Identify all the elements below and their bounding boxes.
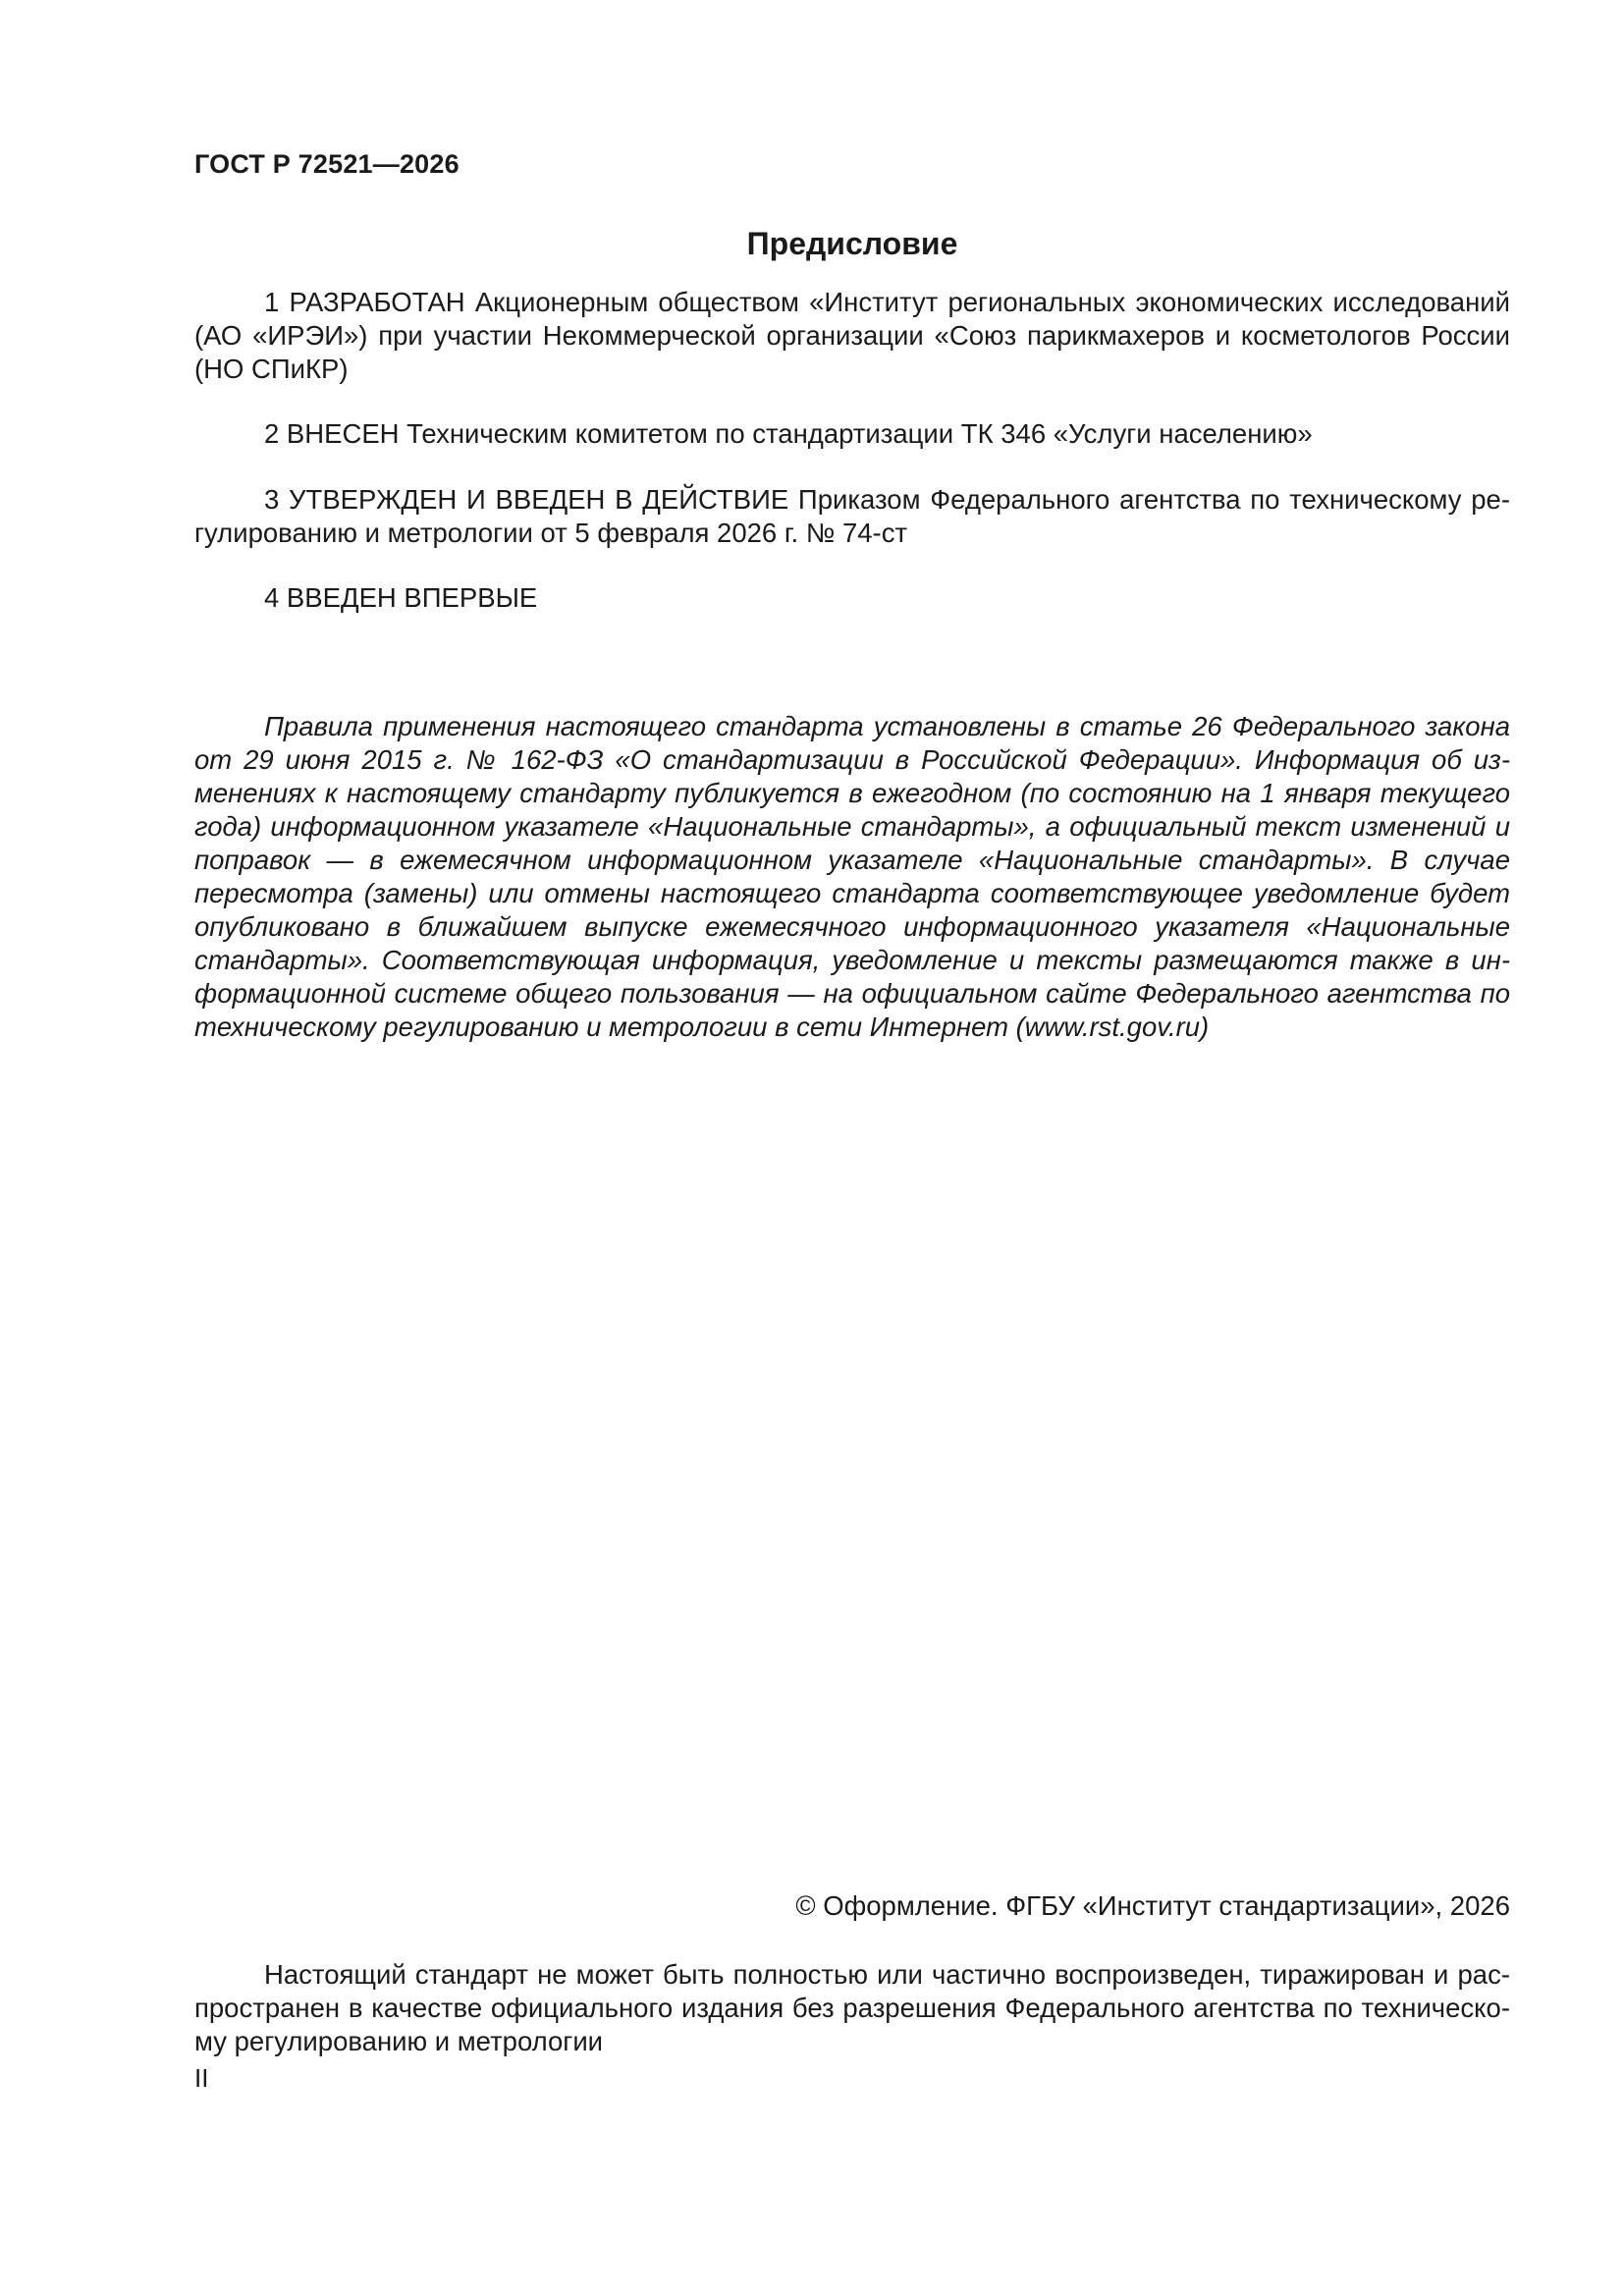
page-number: II [194, 2063, 209, 2093]
document-code: ГОСТ Р 72521—2026 [194, 149, 460, 179]
foreword-item-4: 4 ВВЕДЕН ВПЕРВЫЕ [264, 582, 538, 613]
copyright-notice: © Оформление. ФГБУ «Институт стандартизации», 2026 [795, 1890, 1510, 1921]
application-rules-paragraph: Правила применения настоящего стандарта установлены в статье 26 Федерального закона от 29 июня 2015 г. № 162-ФЗ «О стандартизации в Российской Федерации». Информация об изменениях к настоящему стандарту публикуется в ежегодном (по состоянию на 1 января текущего года) информационном указателе «Национальные стандарты», а официальный текст изменений и поправок — в ежемесячном информационном указателе «Национальные стандарты». В случае пересмотра (замены) или отмены настоящего стандарта соответствующее уведомление будет опубликовано в ближайшем выпуске ежемесячного информационного указателя «Национальные стандарты». Соответствующая информация, уведомление и тексты размещаются также в информационной системе общего пользования — на официальном сайте Федерального агентства по техническому регулированию и метрологии в сети Интернет (www.rst.gov.ru) [194, 711, 1510, 1042]
page-title: Предисловие [746, 226, 958, 261]
foreword-item-3: 3 УТВЕРЖДЕН И ВВЕДЕН В ДЕЙСТВИЕ Приказом Федерального агентства по техническому регулированию и метрологии от 5 февраля 2026 г. № 74-ст [194, 484, 1510, 548]
foreword-item-2: 2 ВНЕСЕН Техническим комитетом по стандартизации ТК 346 «Услуги населению» [264, 418, 1313, 449]
foreword-item-1: 1 РАЗРАБОТАН Акционерным обществом «Институт региональных экономических исследований (АО «ИРЭИ») при участии Некоммерческой организации «Союз парикмахеров и косметологов России (НО СПиКР) [194, 287, 1510, 384]
reproduction-notice: Настоящий стандарт не может быть полностью или частично воспроизведен, тиражирован и распространен в качестве официального издания без разрешения Федерального агентства по техническому регулированию и метрологии [194, 1959, 1510, 2056]
